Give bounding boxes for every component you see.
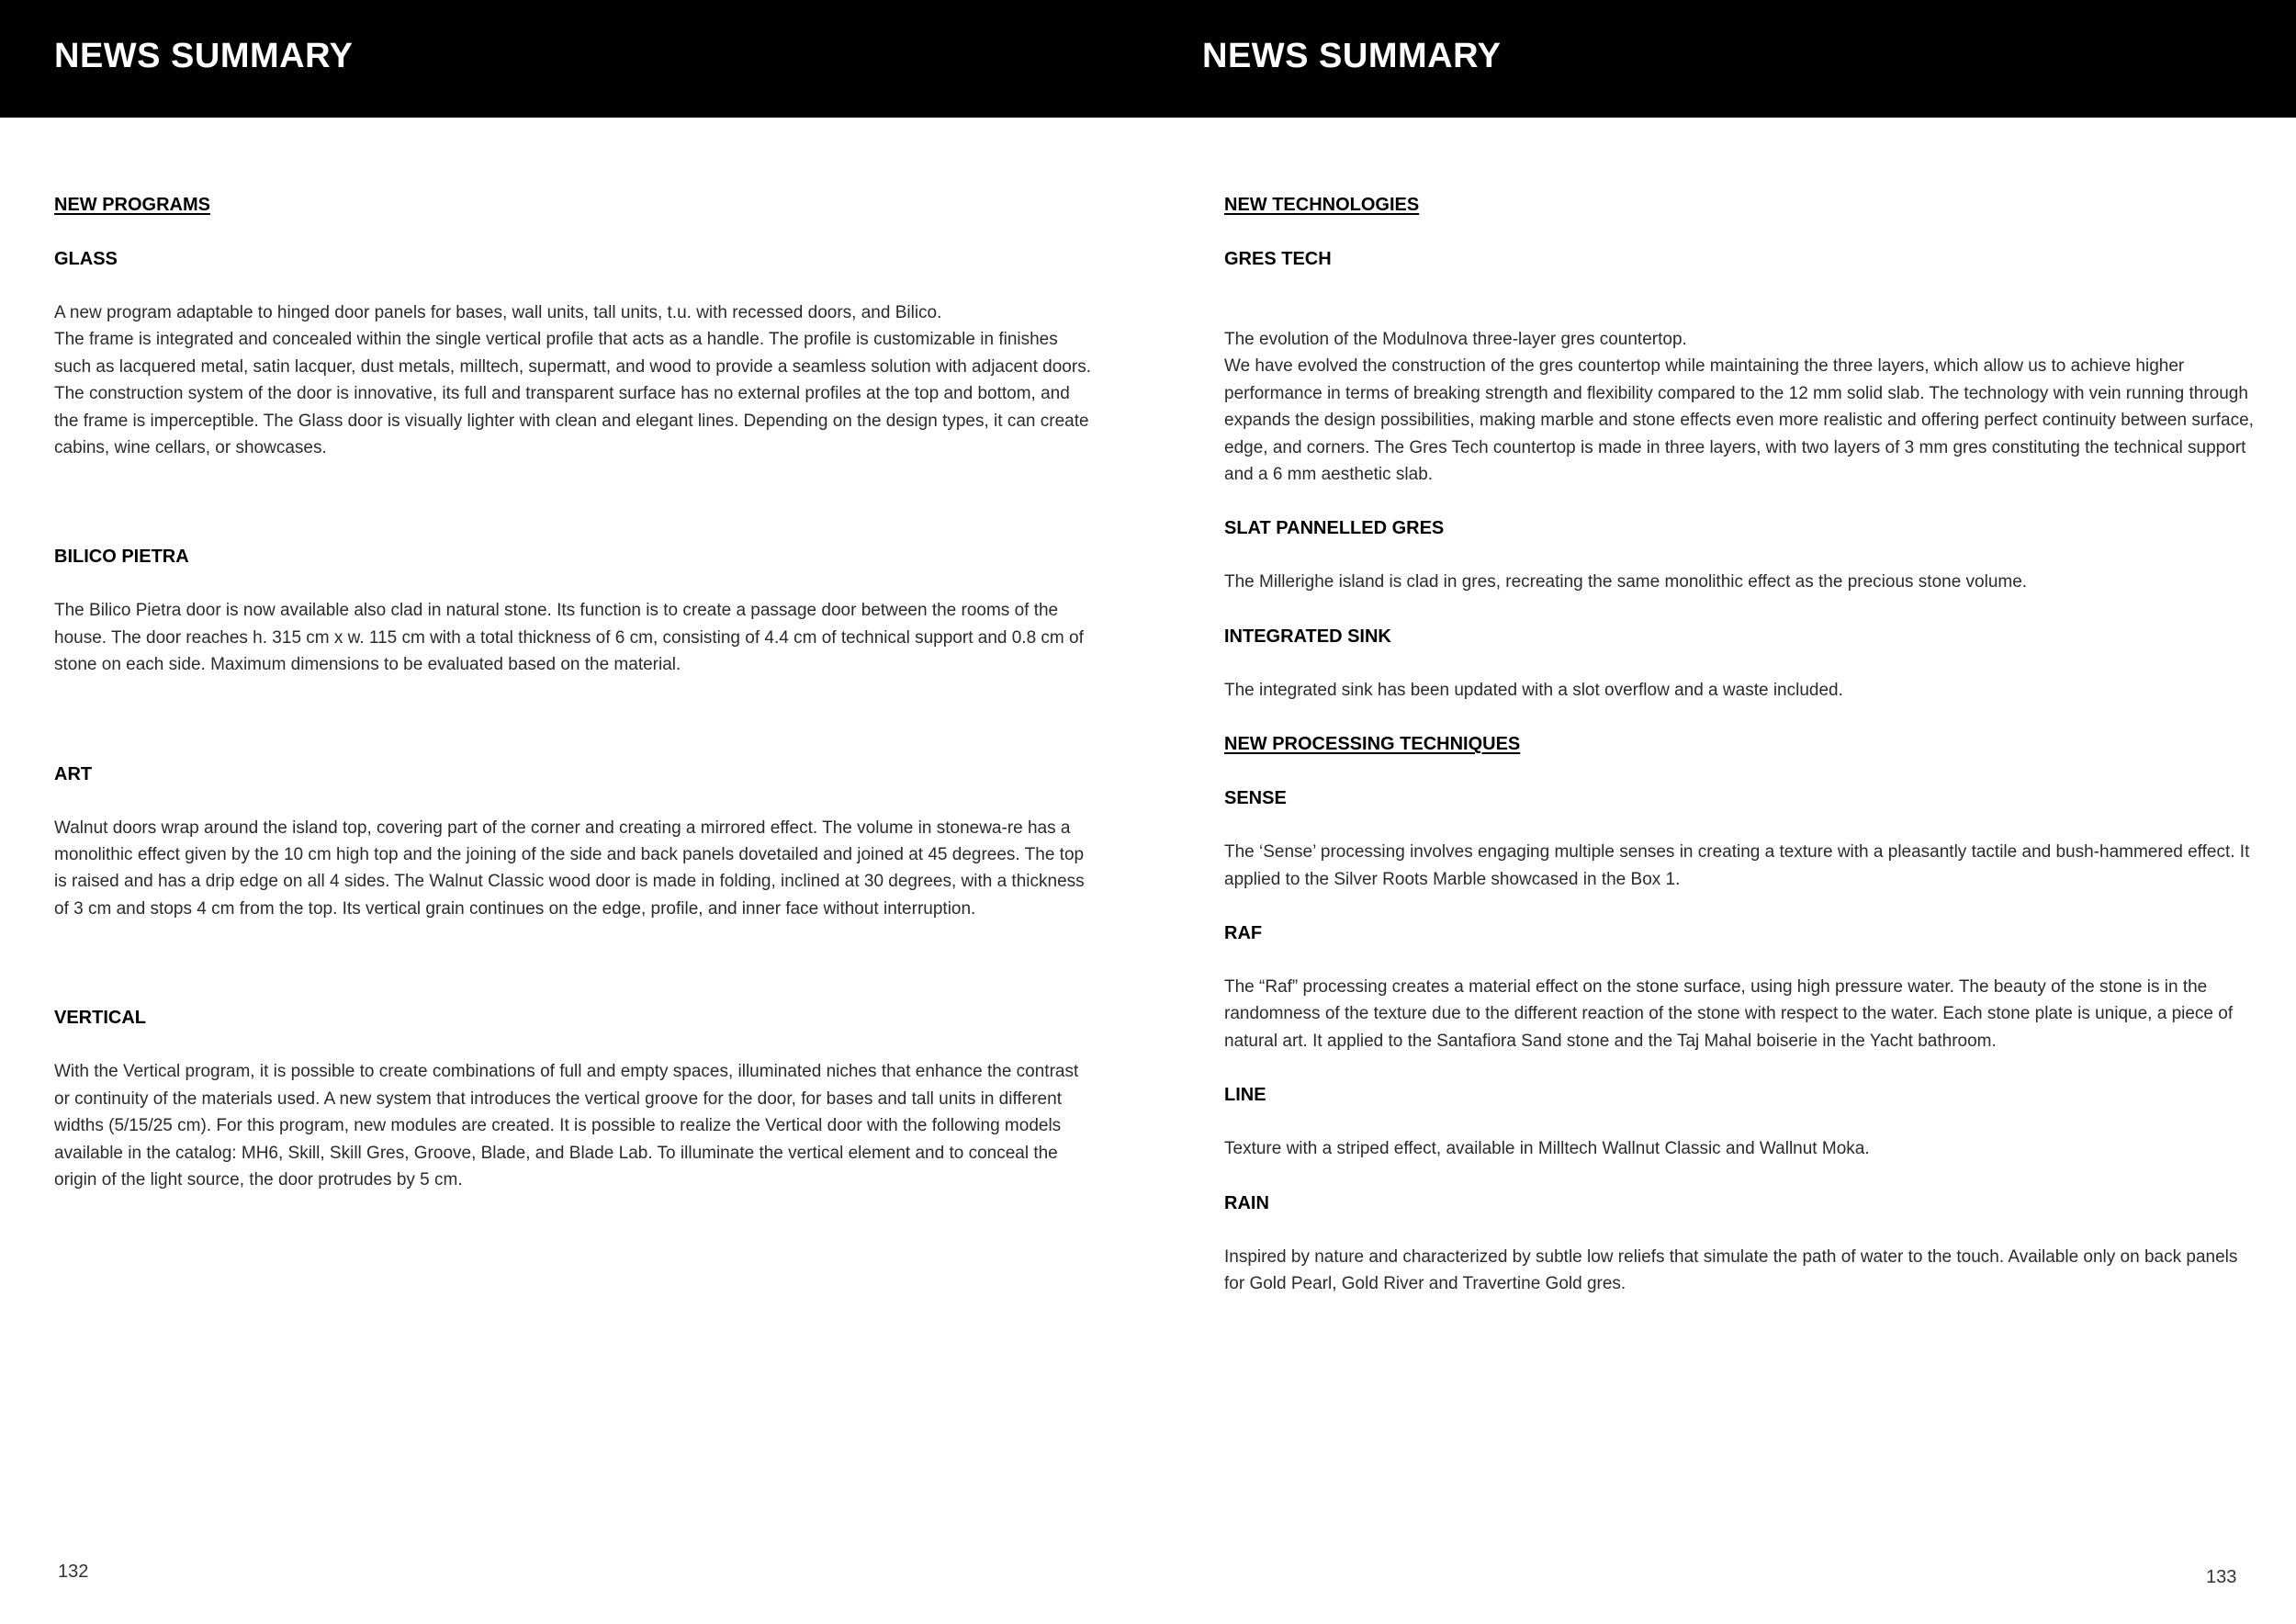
section-label-new-processing-techniques: NEW PROCESSING TECHNIQUES: [1224, 734, 1521, 755]
header-bar: [0, 0, 2296, 118]
article-title-bilico-pietra: BILICO PIETRA: [54, 547, 189, 568]
article-body-glass-line2: The frame is integrated and concealed within the single vertical profile that acts as a handle. The profile is customizable in finishes such as lacquered metal, satin lacquer, dust metals, milltech, supermatt, and wood to provide a seamless solution with adjacent doors. The construction system of the door is innovative, its full and transparent surface has no external profiles at the top and bottom, and the frame is imperceptible. The Glass door is visually lighter with clean and elegant lines. Depending on the design types, it can create cabins, wine cellars, or showcases.: [54, 330, 1091, 458]
article-body-slat-pannelled-gres: The Millerighe island is clad in gres, recreating the same monolithic effect as the precious stone volume.: [1224, 572, 2028, 592]
left-page-content: [54, 191, 1097, 1193]
article-body-gres-tech-line1: The evolution of the Modulnova three-layer gres countertop.: [1224, 330, 1687, 349]
article-bilico-pietra: [54, 543, 1097, 678]
article-title-gres-tech: GRES TECH: [1224, 249, 1332, 269]
article-title-glass: GLASS: [54, 249, 118, 269]
section-label-new-technologies: NEW TECHNOLOGIES: [1224, 195, 1420, 215]
article-title-sense: SENSE: [1224, 788, 1287, 809]
article-gres-tech: [1224, 245, 2262, 488]
article-glass: [54, 245, 1097, 461]
article-body-glass-line1: A new program adaptable to hinged door panels for bases, wall units, tall units, t.u. with recessed doors, and Bilico.: [54, 303, 942, 322]
article-title-raf: RAF: [1224, 923, 1263, 944]
article-line: [1224, 1081, 2262, 1162]
article-integrated-sink: [1224, 623, 2262, 704]
page-title-left: NEWS SUMMARY: [54, 37, 354, 75]
article-body-raf: The “Raf” processing creates a material effect on the stone surface, using high pressure water. The beauty of the stone is in the randomness of the texture due to the different reaction of the stone with respect to the water. Each stone plate is unique, a piece of natural art. It applied to the Santafiora Sand stone and the Taj Mahal boiserie in the Yacht bathroom.: [1224, 977, 2234, 1051]
article-body-glass: [54, 299, 1097, 461]
article-raf: [1224, 919, 2262, 1054]
article-title-line: LINE: [1224, 1085, 1266, 1106]
article-art: [54, 761, 1097, 923]
article-vertical: [54, 1004, 1097, 1193]
article-body-sense: The ‘Sense’ processing involves engaging multiple senses in creating a texture with a pleasantly tactile and bush-hammered effect. It applied to the Silver Roots Marble showcased in the Box 1.: [1224, 842, 2250, 889]
article-title-integrated-sink: INTEGRATED SINK: [1224, 626, 1391, 647]
article-body-rain: Inspired by nature and characterized by subtle low reliefs that simulate the path of water to the touch. Available only on back panels for Gold Pearl, Gold River and Travertine Gold gres.: [1224, 1246, 2238, 1294]
article-title-rain: RAIN: [1224, 1192, 1269, 1213]
article-title-slat-pannelled-gres: SLAT PANNELLED GRES: [1224, 518, 1445, 539]
article-slat-pannelled-gres: [1224, 514, 2262, 595]
article-rain: [1224, 1190, 2262, 1298]
article-body-line: Texture with a striped effect, available in Milltech Wallnut Classic and Wallnut Moka.: [1224, 1139, 1870, 1159]
article-body-gres-tech: [1224, 326, 2262, 488]
article-title-vertical: VERTICAL: [54, 1008, 146, 1029]
right-page-content: [1224, 191, 2262, 1325]
article-body-integrated-sink: The integrated sink has been updated with a slot overflow and a waste included.: [1224, 680, 1843, 700]
article-sense: [1224, 784, 2262, 893]
article-body-bilico-pietra: The Bilico Pietra door is now available also clad in natural stone. Its function is to create a passage door between the rooms of the house. The door reaches h. 315 cm x w. 115 cm with a total thickness of 6 cm, consisting of 4.4 cm of technical support and 0.8 cm of stone on each side. Maximum dimensions to be evaluated based on the material.: [54, 601, 1084, 675]
article-body-gres-tech-line2: We have evolved the construction of the gres countertop while maintaining the three layers, which allow us to achieve higher performance in terms of breaking strength and flexibility compared to the 12 mm solid slab. The technology with vein running through expands the design possibilities, making marble and stone effects even more realistic and offering perfect continuity between surface, edge, and corners. The Gres Tech countertop is made in three layers, with two layers of 3 mm gres constituting the technical support and a 6 mm aesthetic slab.: [1224, 356, 2254, 485]
page-number-right: 133: [2206, 1567, 2237, 1587]
article-body-art: Walnut doors wrap around the island top, covering part of the corner and creating a mirrored effect. The volume in stonewa-re has a monolithic effect given by the 10 cm high top and the joining of the side and back panels dovetailed and joined at 45 degrees. The top is raised and has a drip edge on all 4 sides. The Walnut Classic wood door is made in folding, inclined at 30 degrees, with a thickness of 3 cm and stops 4 cm from the top. Its vertical grain continues on the edge, profile, and inner face without interruption.: [54, 818, 1085, 919]
section-label-new-programs: NEW PROGRAMS: [54, 195, 210, 215]
article-body-vertical: With the Vertical program, it is possible to create combinations of full and empty spaces, illuminated niches that enhance the contrast or continuity of the materials used. A new system that introduces the vertical groove for the door, for bases and tall units in different widths (5/15/25 cm). For this program, new modules are created. It is possible to realize the Vertical door with the following models available in the catalog: MH6, Skill, Skill Gres, Groove, Blade, and Blade Lab. To illuminate the vertical element and to conceal the origin of the light source, the door protrudes by 5 cm.: [54, 1062, 1079, 1190]
page-title-right: NEWS SUMMARY: [1202, 37, 1502, 75]
page-number-left: 132: [58, 1562, 89, 1582]
article-title-art: ART: [54, 763, 93, 784]
